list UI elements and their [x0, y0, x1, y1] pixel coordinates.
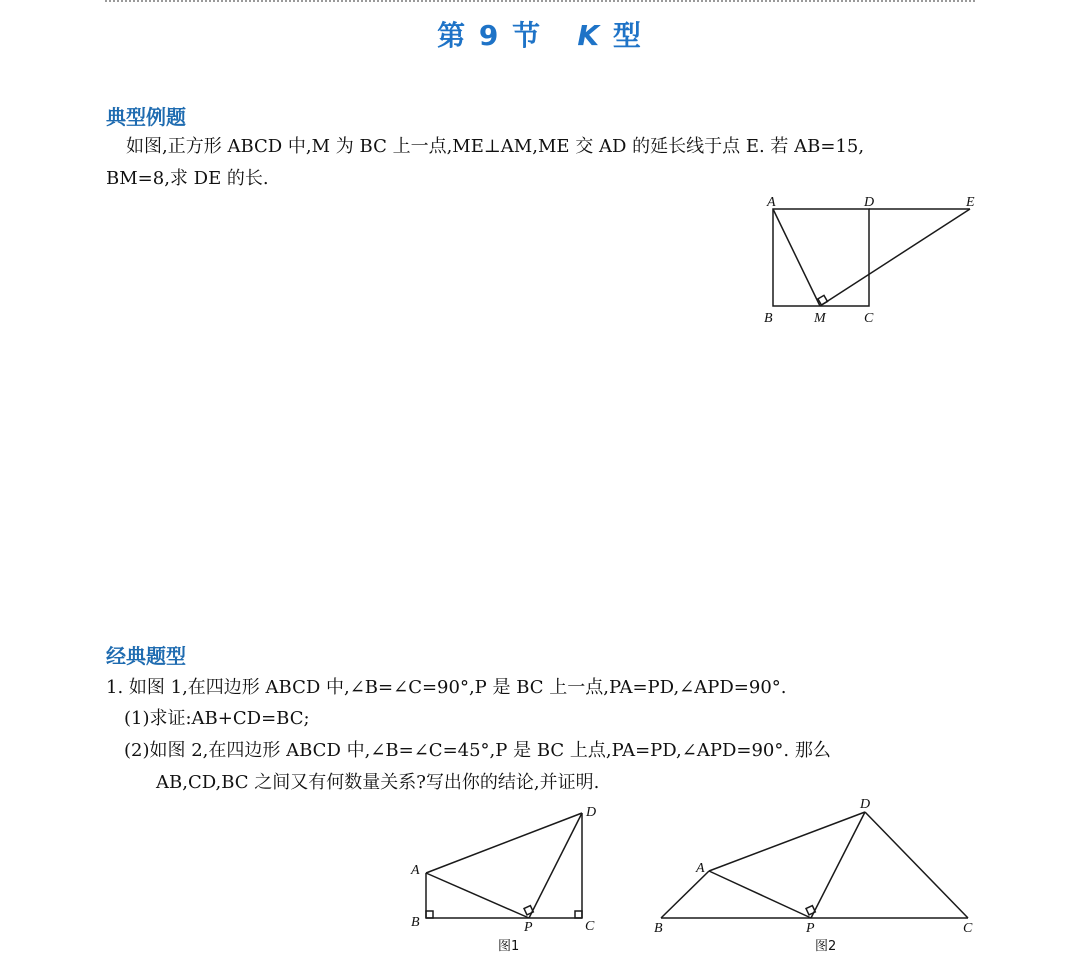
- label-e: E: [966, 195, 975, 210]
- question1-part2-line1: (2)如图 2,在四边形 ABCD 中,∠B=∠C=45°,P 是 BC 上点,PA=PD,∠APD=90°. 那么: [124, 740, 831, 761]
- label-b: B: [764, 311, 773, 326]
- fig2-label-b: B: [654, 921, 663, 936]
- fig2-label-c: C: [963, 921, 973, 936]
- question1-text: 1. 如图 1,在四边形 ABCD 中,∠B=∠C=90°,P 是 BC 上一点,PA=PD,∠APD=90°.: [106, 677, 787, 698]
- fig1-label-c: C: [585, 919, 595, 934]
- fig2-line-ad: [709, 812, 865, 871]
- fig2-label-d: D: [860, 797, 871, 812]
- fig2-line-ab: [661, 871, 709, 918]
- label-m: M: [814, 311, 826, 326]
- label-a: A: [767, 195, 776, 210]
- question1-part2-line2: AB,CD,BC 之间又有何数量关系?写出你的结论,并证明.: [156, 772, 600, 793]
- fig1-label-d: D: [586, 805, 597, 820]
- title-prefix: 第 9 节: [437, 19, 543, 52]
- fig2-line-ap: [709, 871, 811, 918]
- fig1-caption: 图1: [498, 939, 520, 954]
- question1-part1: (1)求证:AB+CD=BC;: [124, 708, 310, 729]
- fig2-caption: 图2: [815, 939, 837, 954]
- title-letter: K: [577, 19, 602, 52]
- fig2-label-a: A: [696, 861, 705, 876]
- fig2-line-pd: [811, 812, 865, 918]
- fig2-label-p: P: [806, 921, 815, 936]
- label-c: C: [864, 311, 874, 326]
- example-text-line1: 如图,正方形 ABCD 中,M 为 BC 上一点,ME⊥AM,ME 交 AD 的延长线于点 E. 若 AB=15,: [126, 136, 865, 157]
- example-heading: 典型例题: [106, 105, 186, 129]
- fig1-label-a: A: [411, 863, 420, 878]
- fig2-line-dc: [865, 812, 968, 918]
- fig1-label-b: B: [411, 915, 420, 930]
- fig1-label-p: P: [524, 920, 533, 935]
- classic-heading: 经典题型: [106, 644, 186, 668]
- label-d: D: [864, 195, 875, 210]
- example-text-line2: BM=8,求 DE 的长.: [106, 168, 269, 189]
- title-suffix: 型: [612, 19, 643, 52]
